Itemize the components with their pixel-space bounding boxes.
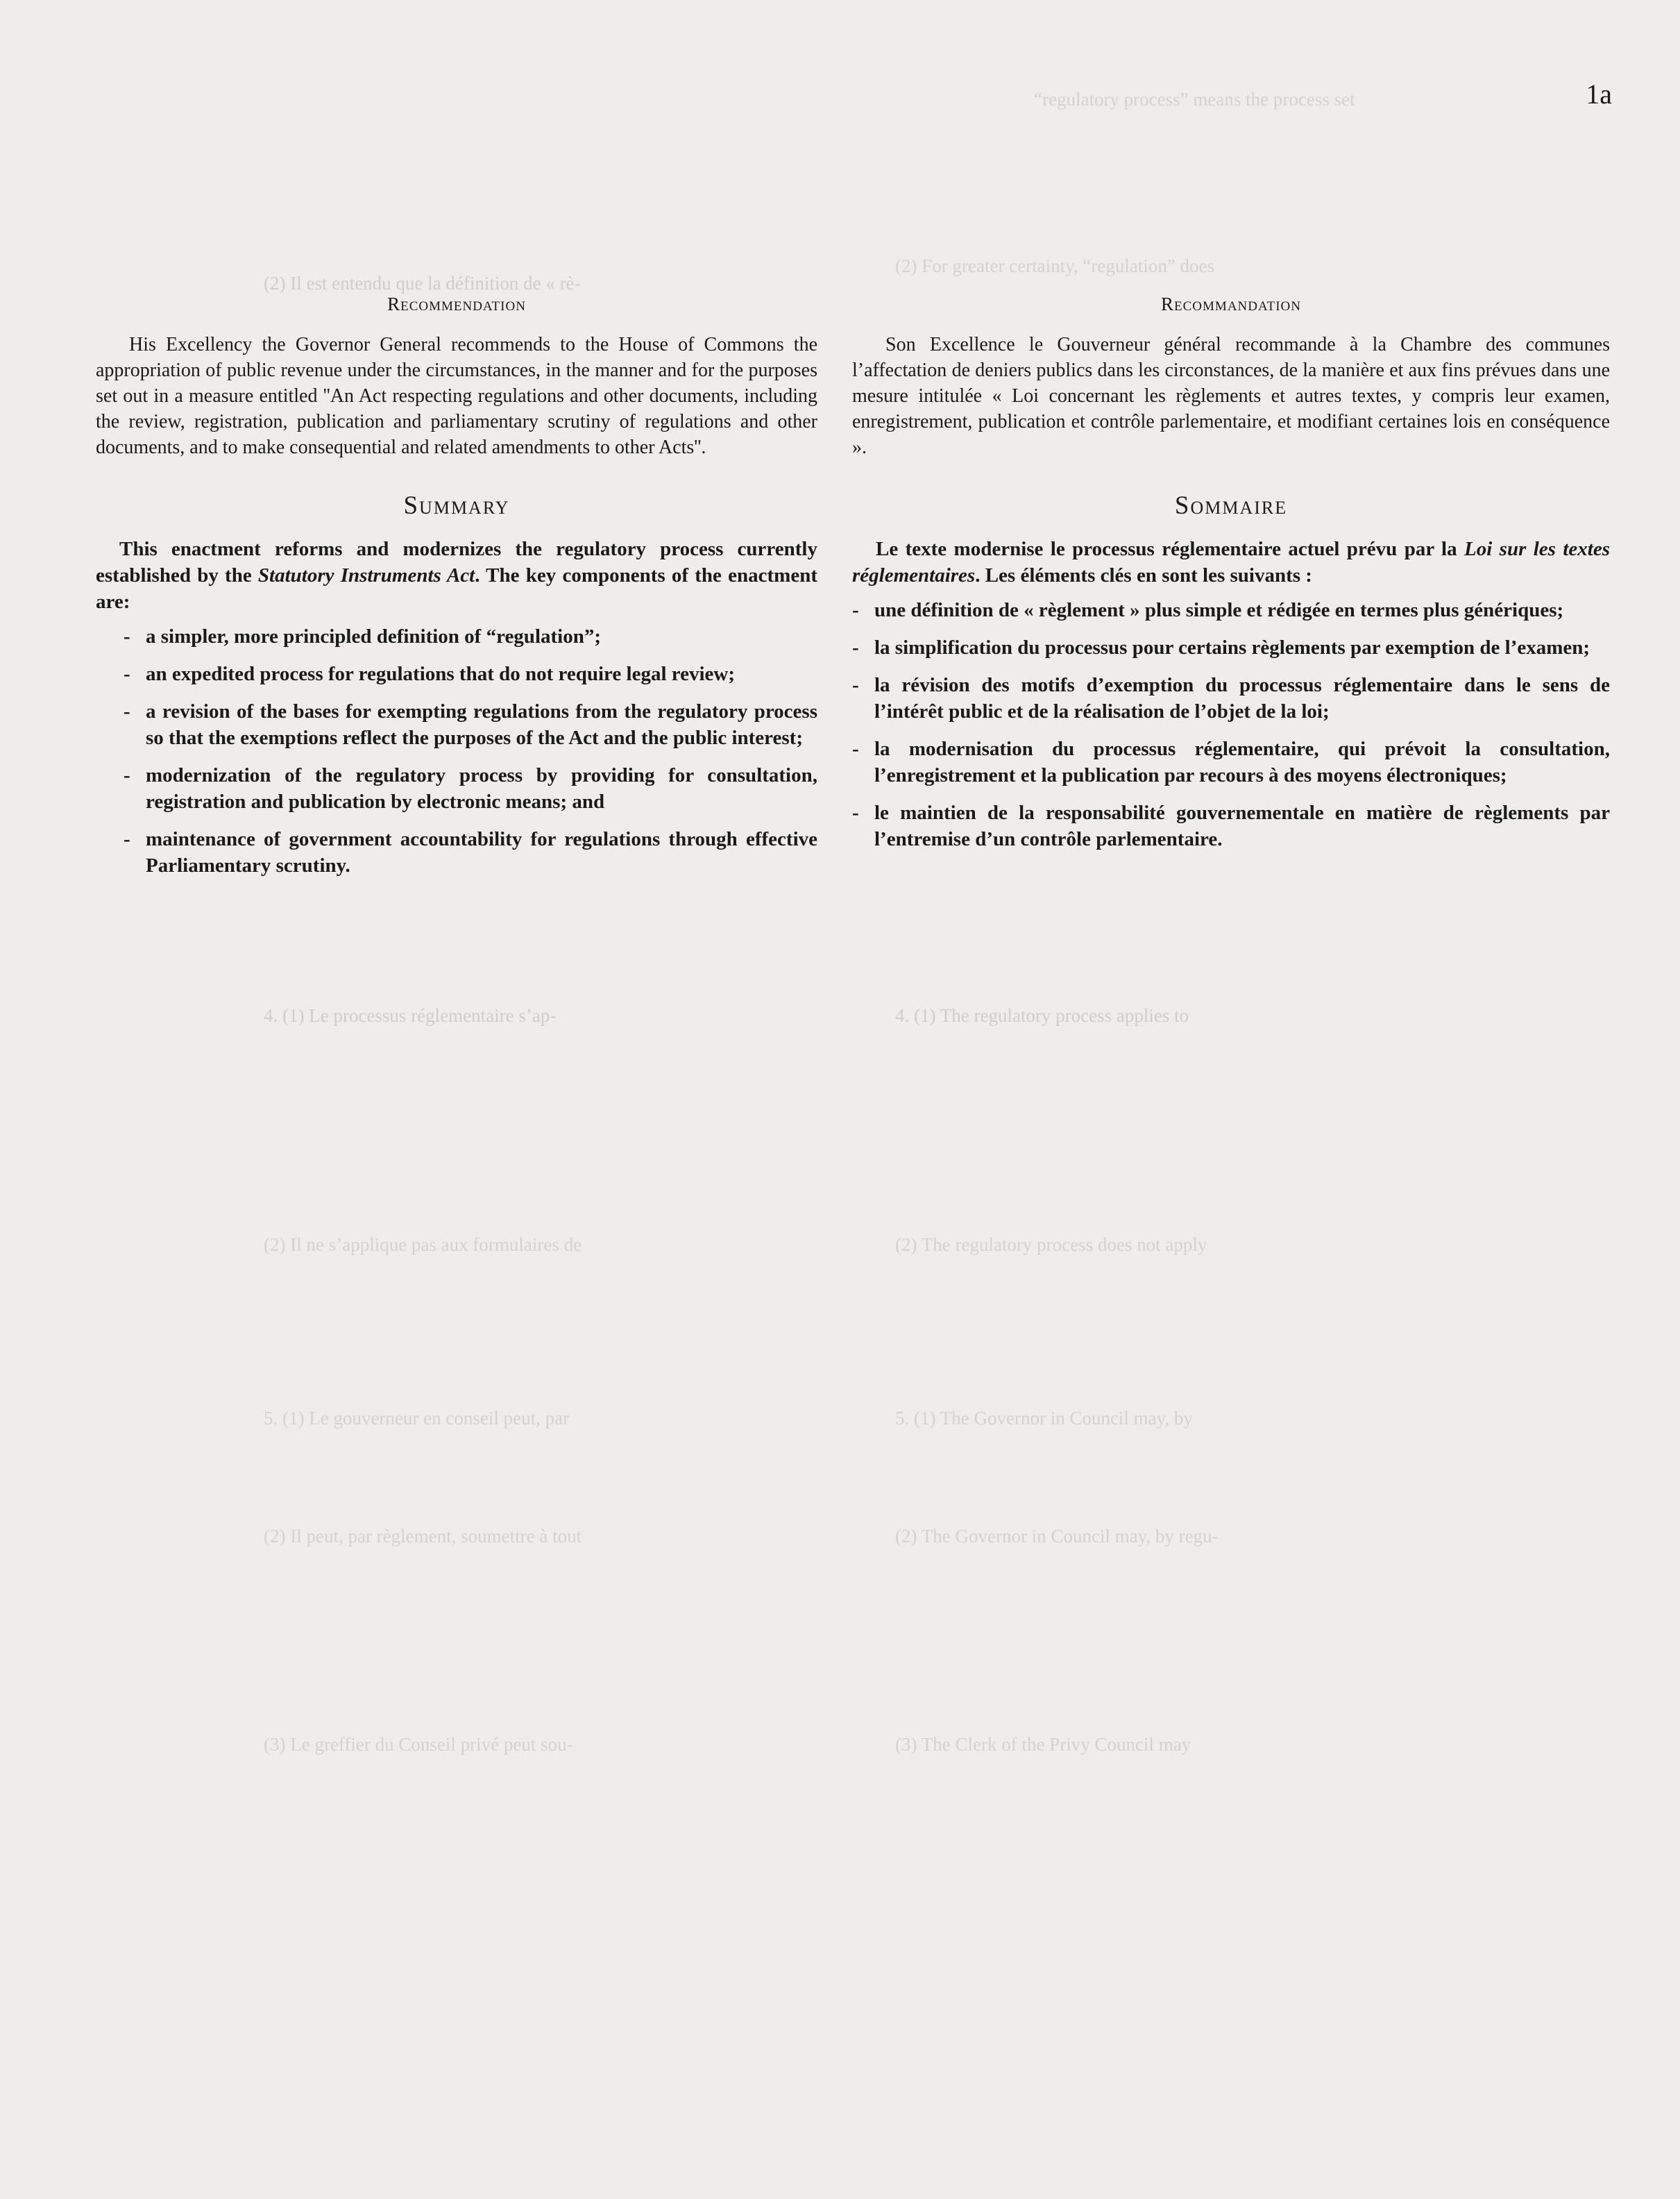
list-item [852,597,1610,623]
list-item [852,672,1610,725]
summary-heading-en: Summary [403,491,510,520]
bullet-dash: - [124,764,130,786]
list-item-text: la modernisation du processus réglementaire, qui prévoit la consultation, l’enregistrement et la publication par recours à des moyens électroniques; [874,738,1610,786]
bullet-dash: - [124,625,130,648]
french-column [852,281,1610,863]
bullet-dash: - [124,700,130,723]
list-item-text: maintenance of government accountability for regulations through effective Parliamentary scrutiny. [146,828,817,877]
english-column [96,281,817,890]
list-item-text: a revision of the bases for exempting regulations from the regulatory process so that the exemptions reflect the purposes of the Act and the public interest; [146,700,817,749]
list-item-text: la révision des motifs d’exemption du processus réglementaire dans le sens de l’intérêt public et de la réalisation de l’objet de la loi; [874,674,1610,723]
recommendation-text-fr: Son Excellence le Gouverneur général recommande à la Chambre des communes l’affectation de deniers publics dans les circonstances, de la manière et aux fins prévues dans une mesure intitulée « Loi concernant les règlements et autres textes, y compris leur examen, enregistrement, publication et contrôle parlementaire, et modifiant certaines lois en conséquence ». [852,334,1610,458]
summary-intro-fr-end: . Les éléments clés en sont les suivants : [975,564,1312,587]
list-item-text: une définition de « règlement » plus simple et rédigée en termes plus génériques; [874,599,1564,621]
summary-list-en [96,623,817,879]
summary-intro-fr-act-title: Loi sur les textes réglementaires [852,538,1610,587]
list-item [852,736,1610,789]
list-item [124,826,817,879]
bullet-dash: - [852,674,859,696]
bullet-dash: - [124,663,130,685]
list-item-text: an expedited process for regulations that do not require legal review; [146,663,736,685]
list-item [124,762,817,815]
summary-intro-en [96,536,817,615]
bullet-dash: - [852,599,859,621]
recommendation-text-en: His Excellency the Governor General recommends to the House of Commons the appropriation of public revenue under the circumstances, in the manner and for the purposes set out in a measure entitled ''An Act respecting regulations and other documents, including the review, registration, publication and parliamentary scrutiny of regulations and other documents, and to make consequential and related amendments to other Acts''. [96,334,817,458]
page-number: 1a [1586,78,1612,110]
list-item [124,623,817,650]
summary-intro-en-end: . The key components of the enactment are: [96,564,817,613]
list-item-text: la simplification du processus pour certains règlements par exemption de l’examen; [874,637,1590,659]
summary-heading-fr: Sommaire [1174,491,1288,520]
bullet-dash: - [124,828,130,850]
bullet-dash: - [852,738,859,760]
summary-intro-fr-start: Le texte modernise le processus réglementaire actuel prévu par la [876,538,1464,560]
bullet-dash: - [852,637,859,659]
list-item-text: modernization of the regulatory process by providing for consultation, registration and publication by electronic means; and [146,764,817,813]
list-item [852,800,1610,852]
summary-intro-fr [852,536,1610,589]
summary-intro-en-act-title: Statutory Instruments Act [257,564,475,587]
list-item [852,634,1610,661]
list-item [124,661,817,687]
list-item [124,698,817,751]
list-item-text: le maintien de la responsabilité gouvernementale en matière de règlements par l’entremise d’un contrôle parlementaire. [874,802,1610,850]
recommendation-heading-en: Recommendation [387,294,526,314]
summary-list-fr [852,597,1610,852]
bullet-dash: - [852,802,859,824]
summary-intro-en-start: This enactment reforms and modernizes the regulatory process currently established by the [96,538,817,587]
list-item-text: a simpler, more principled definition of “regulation”; [146,625,601,648]
recommendation-heading-fr: Recommandation [1161,294,1301,314]
